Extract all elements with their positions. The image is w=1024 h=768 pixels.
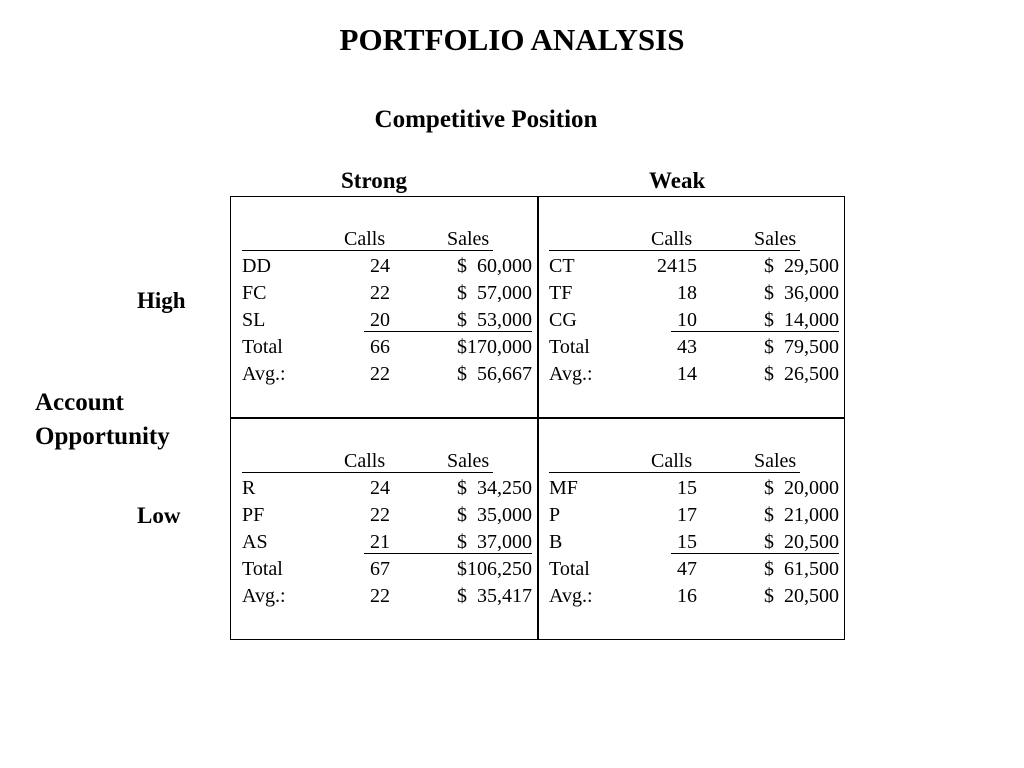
row-header-high: High [137,288,186,313]
quadrant-high-weak [549,226,845,396]
sales-value: $ 35,000 [457,504,532,526]
table-row [549,253,845,280]
quadrant-header-row [549,226,845,253]
sales-value: $ 61,500 [764,558,839,580]
table-row [549,280,845,307]
table-row [242,556,538,583]
row-label: Avg.: [549,585,593,607]
sales-value: $ 20,000 [764,477,839,499]
sales-value: $ 20,500 [764,531,839,553]
table-row [549,529,845,556]
sales-value: $ 53,000 [457,309,532,331]
calls-value: 2415 [657,255,697,277]
subtotal-underline [364,553,532,554]
quadrant-high-strong [242,226,538,396]
table-row [242,475,538,502]
subtotal-underline [364,331,532,332]
sales-value: $170,000 [457,336,532,358]
sales-column-header: Sales [447,450,490,472]
sales-value: $ 21,000 [764,504,839,526]
table-row [549,334,845,361]
calls-value: 16 [677,585,697,607]
row-label: B [549,531,563,553]
table-row [242,307,538,334]
sales-value: $ 20,500 [764,585,839,607]
header-underline [242,472,493,473]
calls-value: 43 [677,336,697,358]
sales-value: $106,250 [457,558,532,580]
row-label: Avg.: [242,585,286,607]
row-label: Total [242,558,283,580]
account-opportunity-label [35,386,170,454]
portfolio-matrix [230,196,845,640]
calls-value: 22 [370,282,390,304]
calls-value: 21 [370,531,390,553]
sales-value: $ 36,000 [764,282,839,304]
column-header-strong: Strong [341,168,408,193]
sales-value: $ 35,417 [457,585,532,607]
calls-column-header: Calls [344,450,386,472]
calls-value: 22 [370,504,390,526]
table-row [242,361,538,388]
table-row [549,583,845,610]
quadrant-header-row [242,448,538,475]
row-header-low: Low [137,503,181,528]
quadrant-header-row [549,448,845,475]
table-row [242,280,538,307]
page-title: PORTFOLIO ANALYSIS [339,22,685,57]
table-row [549,475,845,502]
table-row [549,361,845,388]
calls-value: 20 [370,309,390,331]
row-label: Avg.: [242,363,286,385]
row-label: MF [549,477,578,499]
axis-label-line1: Account [35,389,124,416]
subtotal-underline [671,553,839,554]
quadrant-low-strong [242,448,538,618]
header-underline [549,250,800,251]
sales-value: $ 60,000 [457,255,532,277]
sales-value: $ 26,500 [764,363,839,385]
calls-value: 22 [370,585,390,607]
row-label: FC [242,282,267,304]
row-label: P [549,504,561,526]
calls-value: 18 [677,282,697,304]
table-row [242,334,538,361]
subtotal-underline [671,331,839,332]
sales-column-header: Sales [754,228,797,250]
calls-column-header: Calls [651,228,693,250]
table-row [549,556,845,583]
calls-value: 24 [370,255,390,277]
header-underline [549,472,800,473]
calls-value: 67 [370,558,390,580]
sales-column-header: Sales [447,228,490,250]
table-row [549,307,845,334]
row-label: CG [549,309,577,331]
sales-value: $ 56,667 [457,363,532,385]
row-label: Avg.: [549,363,593,385]
calls-value: 24 [370,477,390,499]
row-label: SL [242,309,266,331]
sales-value: $ 29,500 [764,255,839,277]
calls-column-header: Calls [651,450,693,472]
calls-value: 10 [677,309,697,331]
calls-value: 15 [677,477,697,499]
calls-column-header: Calls [344,228,386,250]
matrix-horizontal-divider [231,417,844,419]
row-label: PF [242,504,265,526]
competitive-position-heading: Competitive Position [374,106,598,133]
quadrant-low-weak [549,448,845,618]
table-row [242,583,538,610]
calls-value: 47 [677,558,697,580]
table-row [549,502,845,529]
row-label: TF [549,282,573,304]
sales-column-header: Sales [754,450,797,472]
header-underline [242,250,493,251]
row-label: Total [242,336,283,358]
quadrant-header-row [242,226,538,253]
column-header-weak: Weak [649,168,706,193]
calls-value: 66 [370,336,390,358]
sales-value: $ 79,500 [764,336,839,358]
sales-value: $ 57,000 [457,282,532,304]
row-label: CT [549,255,575,277]
axis-label-line2: Opportunity [35,423,170,450]
row-label: Total [549,558,590,580]
row-label: AS [242,531,268,553]
sales-value: $ 34,250 [457,477,532,499]
table-row [242,502,538,529]
row-label: DD [242,255,271,277]
calls-value: 14 [677,363,697,385]
calls-value: 17 [677,504,697,526]
sales-value: $ 37,000 [457,531,532,553]
table-row [242,253,538,280]
row-label: Total [549,336,590,358]
calls-value: 22 [370,363,390,385]
table-row [242,529,538,556]
row-label: R [242,477,256,499]
calls-value: 15 [677,531,697,553]
sales-value: $ 14,000 [764,309,839,331]
